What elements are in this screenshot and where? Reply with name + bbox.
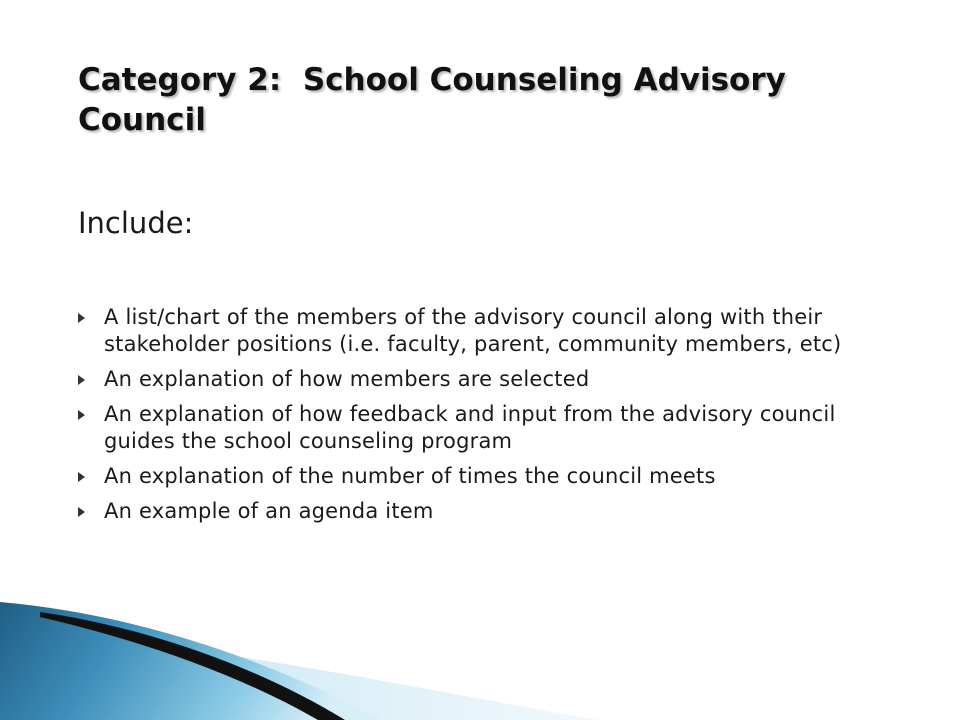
blue-wave-shape <box>0 602 380 720</box>
triangle-right-icon <box>78 507 85 517</box>
list-item-text: An explanation of the number of times the council meets <box>104 464 716 488</box>
pale-wave-shape <box>0 632 600 720</box>
list-item <box>78 366 908 393</box>
list-item <box>78 304 908 358</box>
list-item-text: An explanation of how feedback and input from the advisory council guides the school counseling program <box>104 402 836 453</box>
list-item <box>78 463 908 490</box>
slide-title: Category 2: School Counseling Advisory Council <box>78 62 797 138</box>
list-item <box>78 498 908 525</box>
list-item-text: A list/chart of the members of the advisory council along with their stakeholder positions (i.e. faculty, parent, community members, etc) <box>104 305 842 356</box>
triangle-right-icon <box>78 375 85 385</box>
list-item-text: An example of an agenda item <box>104 499 434 523</box>
include-heading: Include: <box>78 206 194 240</box>
list-item <box>78 401 908 455</box>
requirements-list <box>78 304 908 533</box>
triangle-right-icon <box>78 313 85 323</box>
triangle-right-icon <box>78 472 85 482</box>
list-item-text: An explanation of how members are selected <box>104 367 590 391</box>
black-stripe-shape <box>40 612 345 720</box>
triangle-right-icon <box>78 410 85 420</box>
